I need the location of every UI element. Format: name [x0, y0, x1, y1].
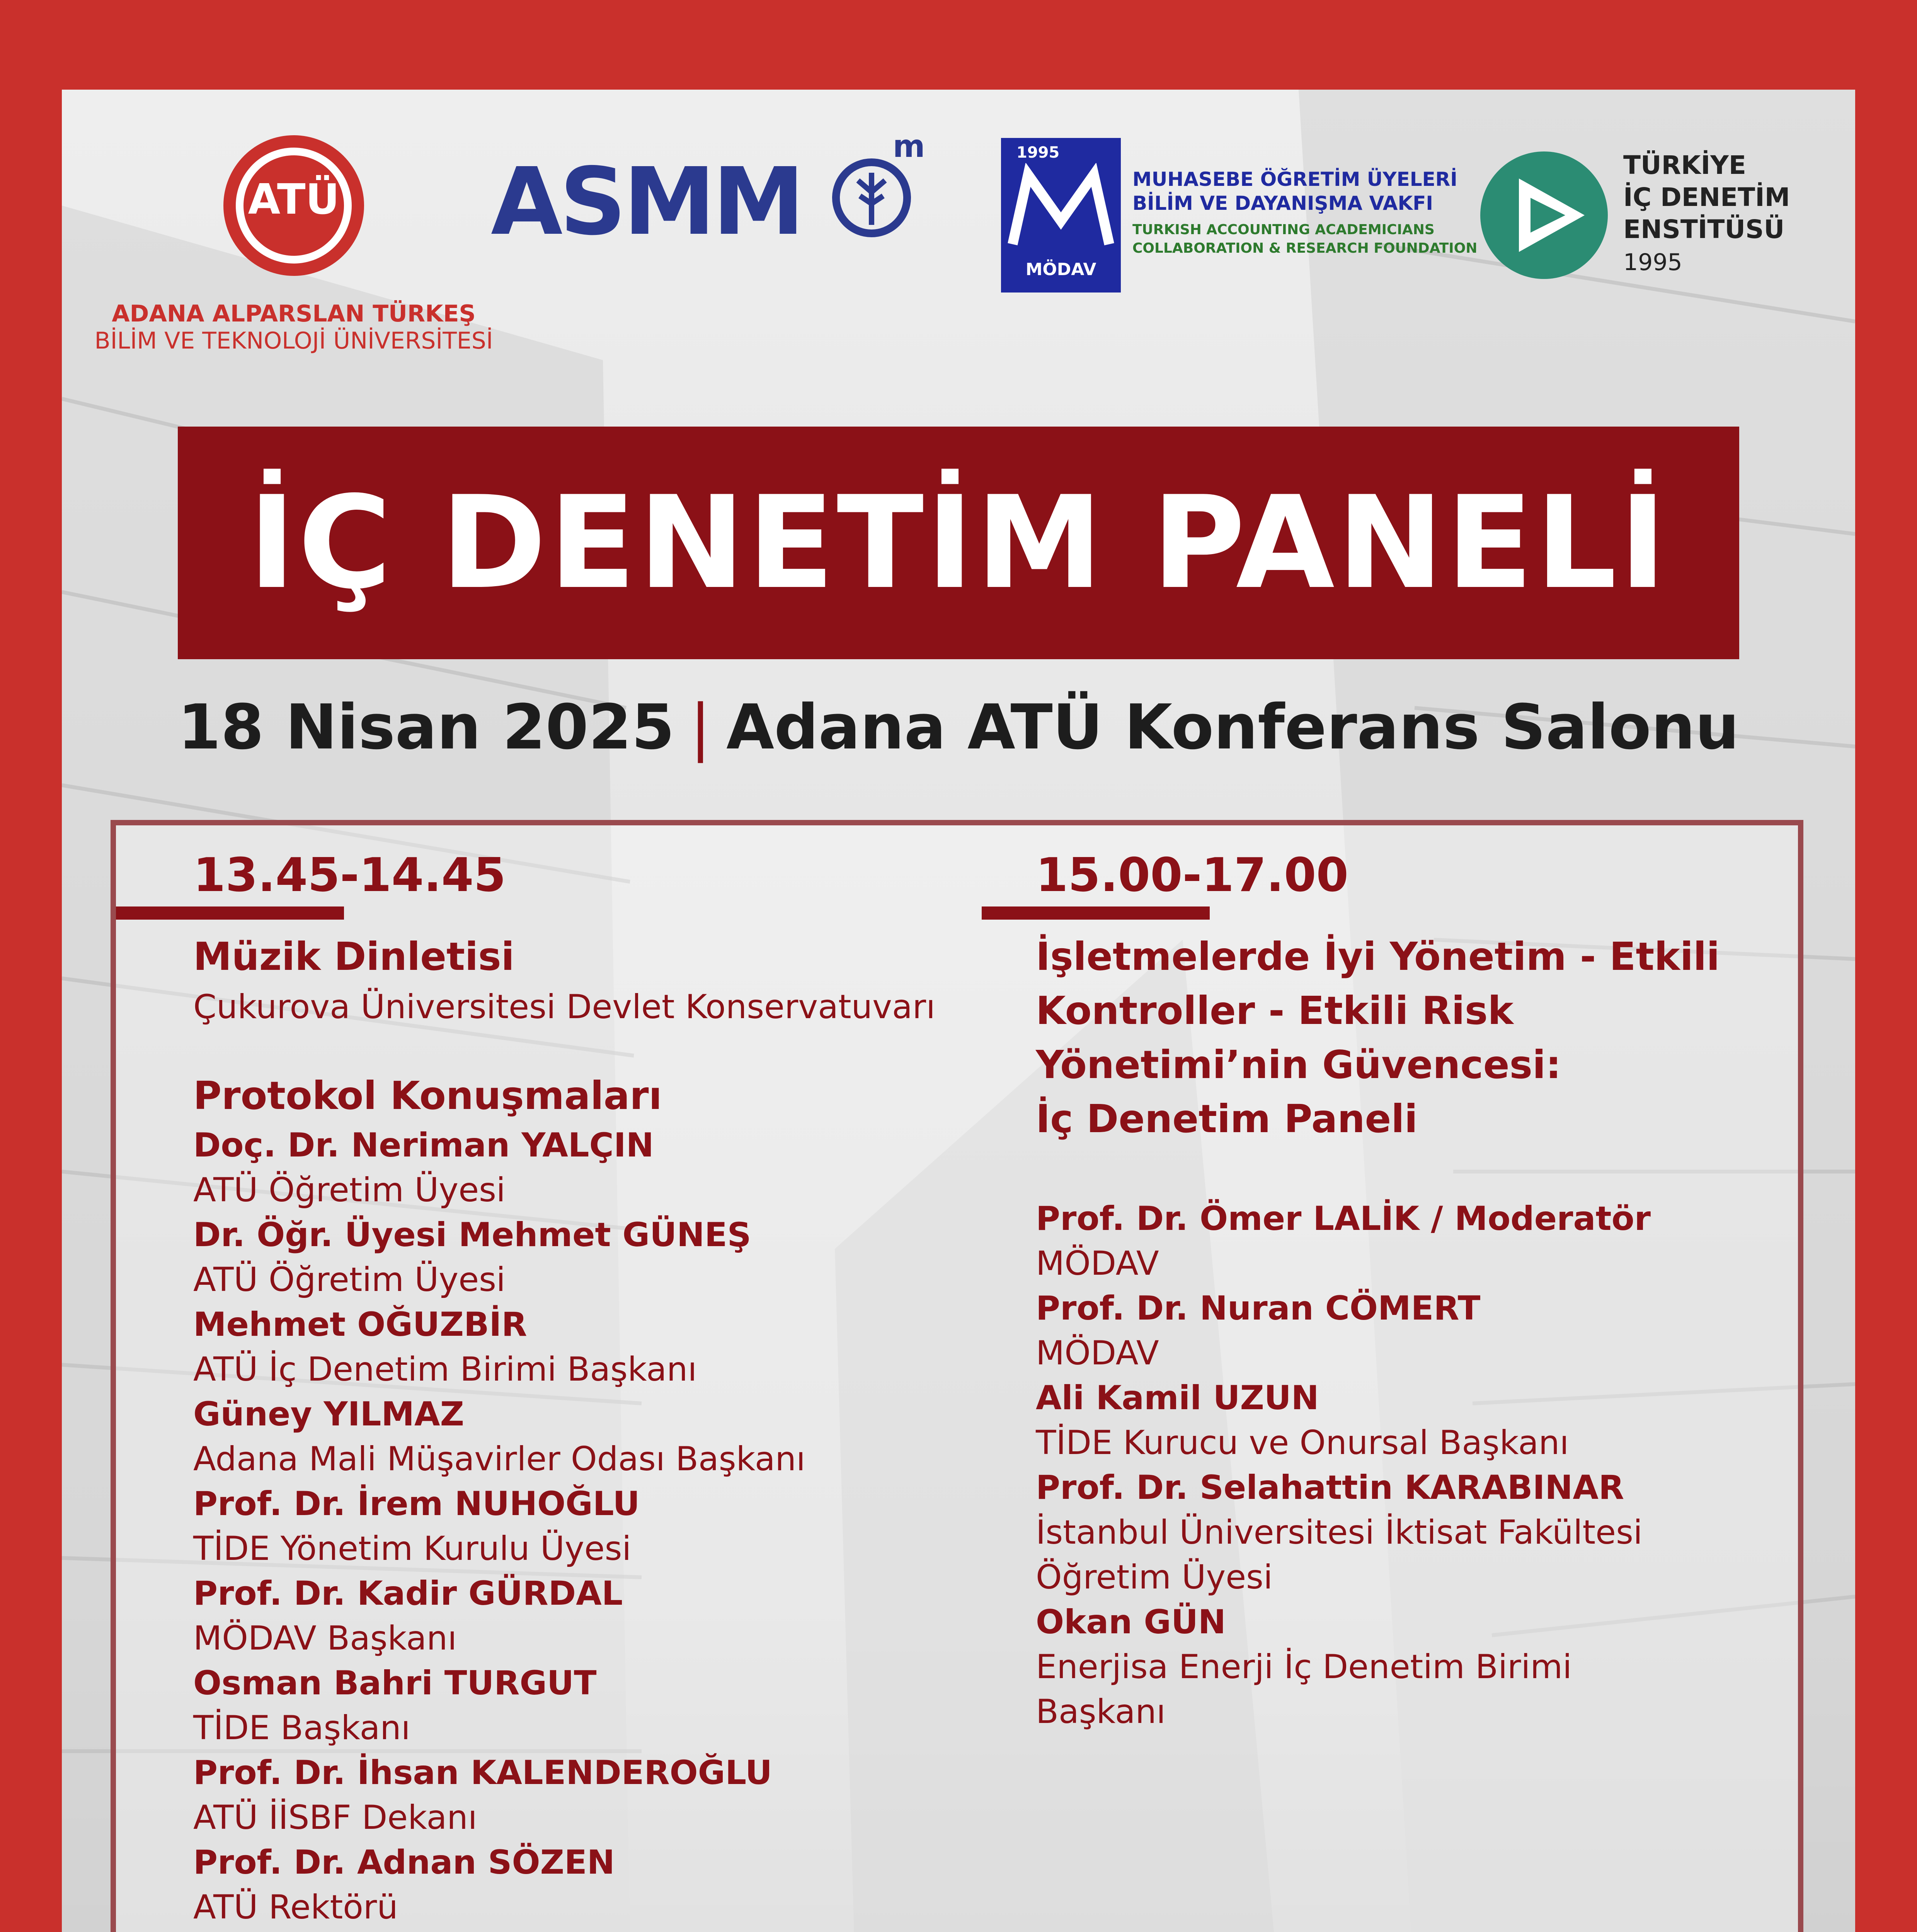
slot2-rule	[982, 906, 1210, 920]
asmmmo-tree-icon	[831, 157, 912, 238]
slot1-time: 13.45-14.45	[193, 849, 506, 902]
tide-line1: TÜRKİYE	[1623, 150, 1747, 180]
atu-name-line2: BİLİM VE TEKNOLOJİ ÜNİVERSİTESİ	[94, 327, 493, 354]
event-venue: Adana ATÜ Konferans Salonu	[726, 691, 1739, 763]
speaker-role: Adana Mali Müşavirler Odası Başkanı	[193, 1440, 805, 1478]
speaker-name: Mehmet OĞUZBİR	[193, 1305, 527, 1344]
panelist-name: Prof. Dr. Selahattin KARABINAR	[1036, 1468, 1624, 1507]
panelist-name: Prof. Dr. Nuran CÖMERT	[1036, 1289, 1481, 1328]
modav-line3: TURKISH ACCOUNTING ACADEMICIANS	[1132, 222, 1435, 238]
protocol-speakers-list	[193, 1123, 935, 1930]
speaker-role: ATÜ İİSBF Dekanı	[193, 1798, 477, 1837]
speaker-name: Dr. Öğr. Üyesi Mehmet GÜNEŞ	[193, 1216, 751, 1254]
music-subtitle: Çukurova Üniversitesi Devlet Konservatuvarı	[193, 988, 935, 1026]
speaker-role: TİDE Başkanı	[193, 1709, 410, 1747]
program-box	[111, 820, 1803, 1932]
panel-title-line: İşletmelerde İyi Yönetim - Etkili	[1036, 934, 1720, 979]
panelist-role: Enerjisa Enerji İç Denetim Birimi	[1036, 1648, 1572, 1686]
slot2-time: 15.00-17.00	[1036, 849, 1348, 902]
panel-title	[1036, 930, 1720, 1146]
poster	[62, 90, 1855, 1932]
speaker-name: Prof. Dr. Adnan SÖZEN	[193, 1843, 615, 1882]
speaker-name: Prof. Dr. İhsan KALENDEROĞLU	[193, 1753, 772, 1792]
modav-year: 1995	[1016, 144, 1060, 162]
speaker-name: Prof. Dr. Kadir GÜRDAL	[193, 1574, 623, 1613]
modav-line2: BİLİM VE DAYANIŞMA VAKFI	[1132, 192, 1433, 214]
page-title: İÇ DENETİM PANELİ	[248, 469, 1669, 617]
speaker-role: ATÜ Öğretim Üyesi	[193, 1260, 506, 1299]
modav-m-icon	[1005, 163, 1117, 252]
panel-title-line: İç Denetim Paneli	[1036, 1096, 1418, 1141]
tide-line3: ENSTİTÜSÜ	[1623, 214, 1785, 244]
speaker-name: Osman Bahri TURGUT	[193, 1664, 597, 1702]
panelist-name: Okan GÜN	[1036, 1603, 1226, 1641]
speaker-role: TİDE Yönetim Kurulu Üyesi	[193, 1529, 632, 1568]
speaker-role: ATÜ Öğretim Üyesi	[193, 1171, 506, 1209]
panelist-role: TİDE Kurucu ve Onursal Başkanı	[1036, 1423, 1569, 1462]
atu-name-line1: ADANA ALPARSLAN TÜRKEŞ	[112, 300, 476, 327]
panel-title-line: Kontroller - Etkili Risk	[1036, 988, 1514, 1033]
panelist-role: Başkanı	[1036, 1692, 1166, 1731]
panelist-name: Ali Kamil UZUN	[1036, 1379, 1319, 1417]
modav-line1: MUHASEBE ÖĞRETİM ÜYELERİ	[1132, 168, 1457, 190]
tide-line2: İÇ DENETİM	[1623, 182, 1790, 212]
panelist-role: MÖDAV	[1036, 1244, 1159, 1283]
tide-logo-icon	[1476, 148, 1612, 283]
speaker-name: Güney YILMAZ	[193, 1395, 464, 1434]
panelist-role: İstanbul Üniversitesi İktisat Fakültesi	[1036, 1513, 1643, 1552]
protocol-title: Protokol Konuşmaları	[193, 1073, 662, 1118]
modav-line4: COLLABORATION & RESEARCH FOUNDATION	[1132, 240, 1478, 256]
panelist-name: Prof. Dr. Ömer LALİK / Moderatör	[1036, 1199, 1651, 1238]
panelists-list	[1036, 1196, 1720, 1734]
panelist-role: MÖDAV	[1036, 1334, 1159, 1372]
speaker-name: Prof. Dr. İrem NUHOĞLU	[193, 1485, 640, 1523]
modav-abbr: MÖDAV	[1025, 260, 1096, 279]
event-date: 18 Nisan 2025	[178, 691, 675, 763]
asmmmo-logo: ASMM	[491, 148, 802, 256]
speaker-name: Doç. Dr. Neriman YALÇIN	[193, 1126, 654, 1165]
panelist-role: Öğretim Üyesi	[1036, 1558, 1273, 1597]
event-date-venue	[62, 691, 1855, 763]
tide-year: 1995	[1623, 249, 1682, 276]
speaker-role: ATÜ İç Denetim Birimi Başkanı	[193, 1350, 697, 1389]
asmmmo-superscript: m	[893, 128, 925, 164]
speaker-role: ATÜ Rektörü	[193, 1888, 398, 1927]
panel-title-line: Yönetimi’nin Güvencesi:	[1036, 1042, 1561, 1087]
slot2-column	[1036, 930, 1720, 1734]
date-venue-separator: |	[690, 691, 711, 763]
slot1-rule	[116, 906, 344, 920]
slot1-column	[193, 930, 935, 1930]
speaker-role: MÖDAV Başkanı	[193, 1619, 457, 1658]
title-banner	[178, 427, 1739, 659]
atu-badge: ATÜ	[248, 175, 340, 224]
music-title: Müzik Dinletisi	[193, 934, 514, 979]
